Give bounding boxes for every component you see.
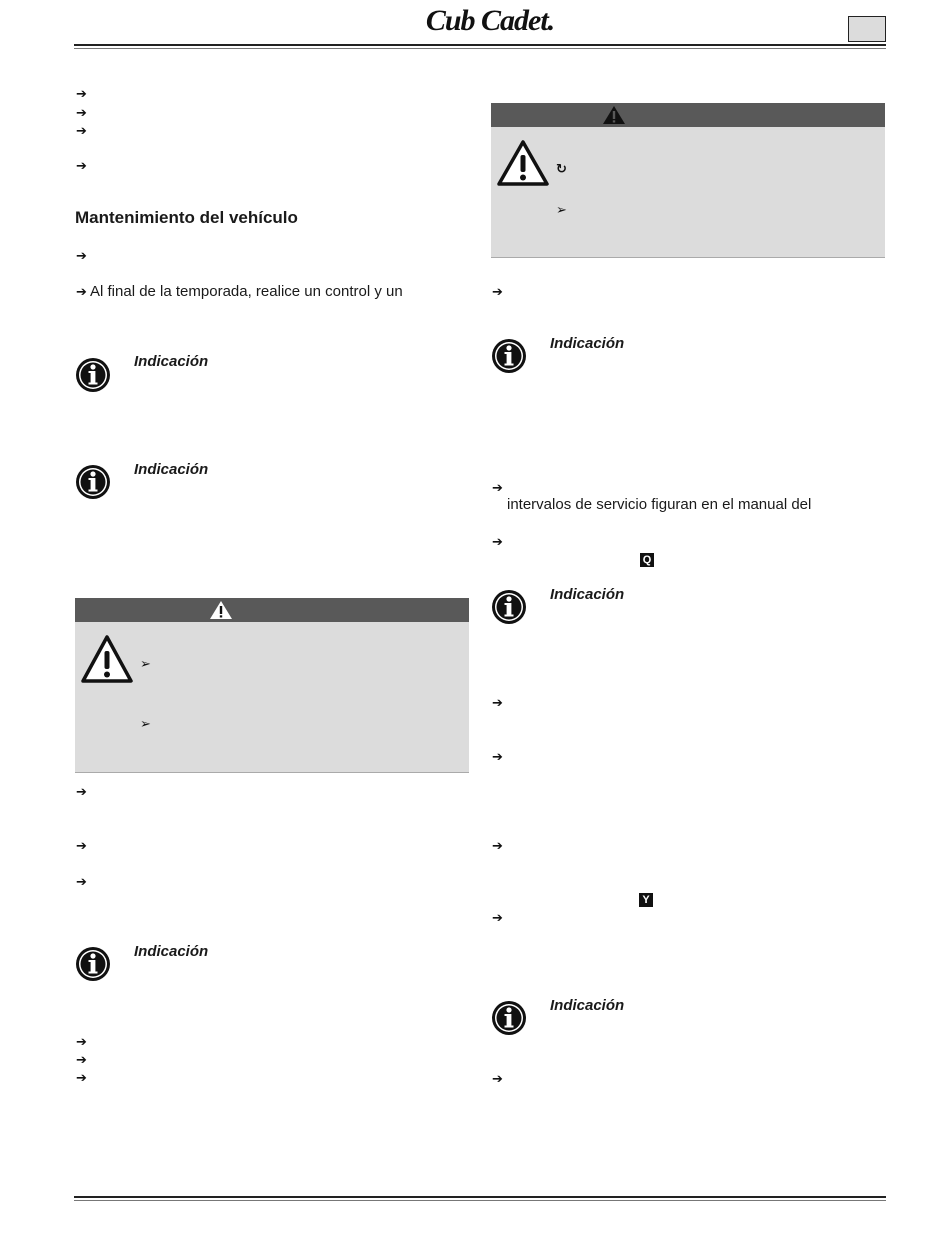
arrow-icon: ➔ xyxy=(76,284,87,299)
note-label: Indicación xyxy=(134,461,209,478)
arrow-icon: ➔ xyxy=(492,695,503,710)
info-icon xyxy=(75,464,111,500)
warning-box xyxy=(491,103,885,257)
info-icon xyxy=(75,357,111,393)
arrow-icon: ➔ xyxy=(492,1071,503,1086)
warning-box-bottom-line xyxy=(491,257,885,258)
info-icon xyxy=(491,338,527,374)
footer-rule-thin xyxy=(74,1200,886,1201)
arrow-icon: ➔ xyxy=(492,534,503,549)
header-rule xyxy=(74,44,886,46)
info-icon xyxy=(491,1000,527,1036)
paragraph-end-season: Al final de la temporada, realice un control y un xyxy=(90,283,403,300)
arrow-icon: ➔ xyxy=(492,480,503,495)
arrow-icon: ➔ xyxy=(76,874,87,889)
arrow-icon: ➔ xyxy=(76,158,87,173)
bullet-icon: ➢ xyxy=(556,202,567,217)
section-heading: Mantenimiento del vehículo xyxy=(75,208,298,227)
arrow-icon: ➔ xyxy=(492,284,503,299)
arrow-icon: ➔ xyxy=(76,838,87,853)
info-icon xyxy=(75,946,111,982)
warning-triangle-icon xyxy=(209,600,233,620)
bullet-icon: ➢ xyxy=(140,716,151,731)
key-y-badge: Y xyxy=(639,893,653,907)
note-label: Indicación xyxy=(550,586,625,603)
arrow-icon: ➔ xyxy=(76,86,87,101)
warning-triangle-icon xyxy=(602,105,626,125)
warning-header xyxy=(491,103,885,127)
info-icon xyxy=(491,589,527,625)
arrow-icon: ➔ xyxy=(492,910,503,925)
return-icon: ↻ xyxy=(556,161,567,176)
arrow-icon: ➔ xyxy=(76,248,87,263)
arrow-icon: ➔ xyxy=(76,123,87,138)
warning-large-icon xyxy=(497,139,549,187)
warning-box xyxy=(75,598,469,772)
warning-large-icon xyxy=(81,634,133,684)
bullet-icon: ➢ xyxy=(140,656,151,671)
arrow-icon: ➔ xyxy=(76,1034,87,1049)
note-label: Indicación xyxy=(134,943,209,960)
note-label: Indicación xyxy=(550,997,625,1014)
arrow-icon: ➔ xyxy=(76,1052,87,1067)
arrow-icon: ➔ xyxy=(492,838,503,853)
warning-box-bottom-line xyxy=(75,772,469,773)
arrow-icon: ➔ xyxy=(492,749,503,764)
arrow-icon: ➔ xyxy=(76,784,87,799)
header-rule-thin xyxy=(74,48,886,49)
note-label: Indicación xyxy=(134,353,209,370)
arrow-icon: ➔ xyxy=(76,105,87,120)
brand-logo: Cub Cadet. xyxy=(425,4,555,37)
page-number-box xyxy=(848,16,886,42)
paragraph-intervals: intervalos de servicio figuran en el manual del xyxy=(507,496,812,513)
note-label: Indicación xyxy=(550,335,625,352)
footer-rule xyxy=(74,1196,886,1198)
arrow-icon: ➔ xyxy=(76,1070,87,1085)
key-q-badge: Q xyxy=(640,553,654,567)
warning-header xyxy=(75,598,469,622)
